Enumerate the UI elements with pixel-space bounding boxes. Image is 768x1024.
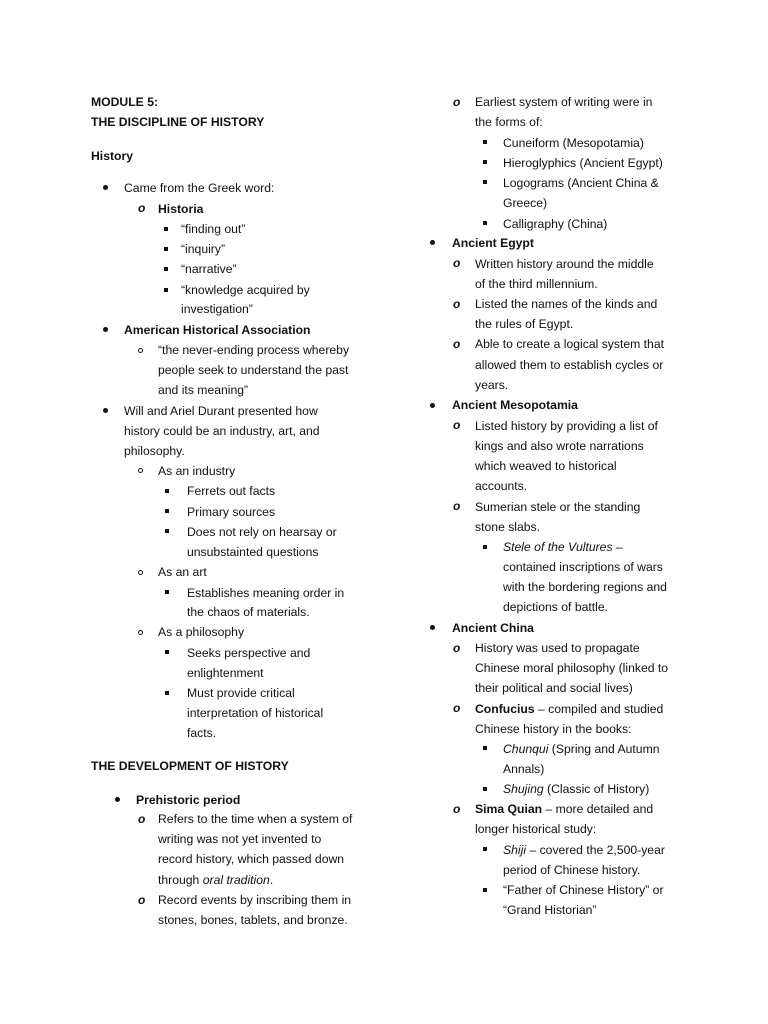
bullet-square-icon [483, 545, 487, 549]
industry-heading: As an industry [158, 464, 236, 478]
china-item: History was used to propagate [475, 641, 640, 655]
industry-item: Does not rely on hearsay or [187, 525, 337, 539]
text-run: – compiled and studied [534, 702, 664, 716]
philosophy-heading: As a philosophy [158, 625, 245, 639]
sima-item-cont: longer historical study: [475, 822, 597, 836]
prehistoric-item-cont: record history, which passed down [158, 852, 345, 866]
shiji-item-cont: period of Chinese history. [503, 863, 641, 877]
prehistoric-item-cont: stones, bones, tablets, and bronze. [158, 913, 348, 927]
industry-item-cont: unsubstainted questions [187, 545, 319, 559]
durant-line: philosophy. [124, 444, 185, 458]
vultures-item [503, 539, 623, 555]
bullet-square-icon [483, 140, 487, 144]
philosophy-item: Seeks perspective and [187, 646, 311, 660]
meso-item: Listed history by providing a list of [475, 419, 658, 433]
philosophy-item-cont: enlightenment [187, 666, 264, 680]
bullet-square-icon [165, 590, 169, 594]
prehistoric-item: Record events by inscribing them in [158, 893, 352, 907]
meso-item-cont: accounts. [475, 479, 528, 493]
text-run: – covered the 2,500-year [526, 843, 665, 857]
prehistoric-heading: Prehistoric period [136, 793, 241, 807]
bullet-circle-icon [138, 348, 143, 353]
meso-item-cont: which weaved to historical [475, 459, 617, 473]
greek-word-text: Came from the Greek word: [124, 181, 275, 195]
china-item-cont: Chinese moral philosophy (linked to [475, 661, 669, 675]
writing-item-cont: Greece) [503, 196, 548, 210]
bullet-o-icon: o [453, 95, 461, 109]
bullet-dot-icon [103, 408, 108, 413]
industry-item: Primary sources [187, 505, 276, 519]
text-run: – [612, 540, 623, 554]
shujing-em: Shujing [503, 782, 544, 796]
bullet-o-icon: o [138, 812, 146, 826]
sima-item [475, 801, 653, 817]
bullet-square-icon [165, 489, 169, 493]
bullet-o-icon: o [453, 499, 461, 513]
bullet-dot-icon [430, 625, 435, 630]
mesopotamia-heading: Ancient Mesopotamia [452, 398, 578, 412]
text-run: . [269, 873, 274, 887]
egypt-heading: Ancient Egypt [452, 236, 534, 250]
egypt-item: Written history around the middle [475, 257, 654, 271]
aha-heading: American Historical Association [124, 323, 311, 337]
aha-quote-line: “the never-ending process whereby [158, 343, 350, 357]
egypt-item: Listed the names of the kinds and [475, 297, 658, 311]
egypt-item: Able to create a logical system that [475, 337, 665, 351]
bullet-circle-icon [138, 468, 143, 473]
writing-item: Calligraphy (China) [503, 217, 608, 231]
confucius-item-cont: Chinese history in the books: [475, 722, 632, 736]
meaning-item-cont: investigation” [181, 302, 253, 316]
section-heading-history: History [91, 149, 133, 163]
bullet-o-icon: o [138, 893, 146, 907]
bullet-dot-icon [430, 403, 435, 408]
philosophy-item-cont: interpretation of historical [187, 706, 324, 720]
text-run: (Spring and Autumn [548, 742, 660, 756]
bullet-dot-icon [430, 240, 435, 245]
china-item-cont: their political and social lives) [475, 681, 633, 695]
meaning-item: “finding out” [181, 222, 246, 236]
bullet-o-icon: o [453, 641, 461, 655]
bullet-square-icon [483, 787, 487, 791]
writing-line: Earliest system of writing were in [475, 95, 653, 109]
chunqui-item-cont: Annals) [503, 762, 545, 776]
bullet-dot-icon [103, 185, 108, 190]
oral-tradition-em: oral tradition [202, 873, 270, 887]
art-heading: As an art [158, 565, 207, 579]
art-item-cont: the chaos of materials. [187, 605, 310, 619]
bullet-square-icon [165, 509, 169, 513]
meaning-item: “narrative” [181, 262, 237, 276]
page-title: THE DISCIPLINE OF HISTORY [91, 115, 265, 129]
meaning-item: “knowledge acquired by [181, 283, 310, 297]
philosophy-item: Must provide critical [187, 686, 295, 700]
bullet-square-icon [164, 267, 168, 271]
bullet-square-icon [164, 227, 168, 231]
father-item: “Father of Chinese History” or [503, 883, 664, 897]
shujing-item [503, 781, 649, 797]
father-item-cont: “Grand Historian” [503, 903, 597, 917]
vultures-item-cont: contained inscriptions of wars [503, 560, 663, 574]
bullet-o-icon: o [453, 256, 461, 270]
historia-term: Historia [158, 202, 204, 216]
durant-line: Will and Ariel Durant presented how [124, 404, 318, 418]
bullet-square-icon [483, 888, 487, 892]
module-number: MODULE 5: [91, 95, 159, 109]
text-run: – more detailed and [542, 802, 654, 816]
vultures-item-cont: with the bordering regions and [503, 580, 667, 594]
section-heading-development: THE DEVELOPMENT OF HISTORY [91, 759, 289, 773]
bullet-dot-icon [103, 327, 108, 332]
prehistoric-item: Refers to the time when a system of [158, 812, 353, 826]
egypt-item-cont: allowed them to establish cycles or [475, 358, 664, 372]
egypt-item-cont: of the third millennium. [475, 277, 598, 291]
industry-item: Ferrets out facts [187, 484, 276, 498]
bullet-square-icon [165, 650, 169, 654]
bullet-o-icon: o [453, 297, 461, 311]
sima-name: Sima Quian [475, 802, 543, 816]
bullet-square-icon [164, 247, 168, 251]
bullet-o-icon: o [453, 418, 461, 432]
bullet-o-icon: o [453, 802, 461, 816]
aha-quote-line: and its meaning” [158, 383, 249, 397]
bullet-o-icon: o [453, 337, 461, 351]
philosophy-item-cont: facts. [187, 726, 217, 740]
writing-line: the forms of: [475, 115, 543, 129]
bullet-square-icon [165, 529, 169, 533]
confucius-name: Confucius [475, 702, 535, 716]
chunqui-item [503, 741, 660, 757]
meso-item-cont: kings and also wrote narrations [475, 439, 644, 453]
writing-item: Logograms (Ancient China & [503, 176, 659, 190]
prehistoric-item-cont: writing was not yet invented to [158, 832, 322, 846]
aha-quote-line: people seek to understand the past [158, 363, 349, 377]
confucius-item [475, 701, 663, 717]
egypt-item-cont: years. [475, 378, 509, 392]
meso-item-cont: stone slabs. [475, 520, 541, 534]
meaning-item: “inquiry” [181, 242, 226, 256]
bullet-square-icon [164, 288, 168, 292]
bullet-square-icon [483, 221, 487, 225]
bullet-circle-icon [138, 630, 143, 635]
bullet-square-icon [483, 160, 487, 164]
shiji-item [503, 842, 665, 858]
bullet-circle-icon [138, 570, 143, 575]
durant-line: history could be an industry, art, and [124, 424, 320, 438]
vultures-item-cont: depictions of battle. [503, 600, 609, 614]
writing-item: Cuneiform (Mesopotamia) [503, 136, 644, 150]
chunqui-em: Chunqui [503, 742, 549, 756]
shiji-em: Shiji [503, 843, 527, 857]
text-run: through [158, 873, 203, 887]
vultures-em: Stele of the Vultures [503, 540, 613, 554]
writing-item: Hieroglyphics (Ancient Egypt) [503, 156, 663, 170]
bullet-o-icon: o [138, 201, 146, 215]
bullet-square-icon [483, 180, 487, 184]
bullet-square-icon [165, 691, 169, 695]
bullet-o-icon: o [453, 701, 461, 715]
bullet-square-icon [483, 847, 487, 851]
art-item: Establishes meaning order in [187, 586, 345, 600]
prehistoric-item-cont [158, 872, 273, 888]
meso-item: Sumerian stele or the standing [475, 500, 641, 514]
egypt-item-cont: the rules of Egypt. [475, 317, 574, 331]
text-run: (Classic of History) [543, 782, 650, 796]
bullet-dot-icon [115, 797, 120, 802]
china-heading: Ancient China [452, 621, 534, 635]
bullet-square-icon [483, 746, 487, 750]
